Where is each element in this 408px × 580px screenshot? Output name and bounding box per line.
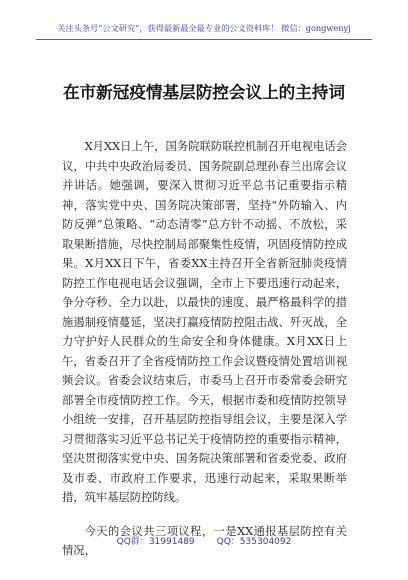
header-note: 关注头条号“公文研究”，获得最新最全最专业的公文资料库！ 微信：gongwenyj [57, 23, 351, 33]
document-body [62, 137, 347, 561]
footer-contacts [0, 534, 408, 547]
document-title: 在市新冠疫情基层防控会议上的主持词 [62, 83, 346, 102]
footer-qq: QQ：535304092 [216, 537, 292, 547]
body-paragraph: X月XX日上午，国务院联防联控机制召开电视电话会议，中共中央政治局委员、国务院副总理孙春兰出席会议并讲话。她强调，要深入贯彻习近平总书记重要指示精神，落实党中央、国务院决策部署，坚持“外防输入、内防反弹”总策略、“动态清零”总方针不动摇、不放松，采取果断措施，尽快控制局部聚集性疫情，巩固疫情防控成果。X月XX日下午，省委XX主持召开全省新冠肺炎疫情防控工作电视电话会议强调，全市上下要迅速行动起来，争分夺秒、全力以赴，以最快的速度、最严格最科学的措施遏制疫情蔓延，坚决打赢疫情防控阻击战、歼灭战，全力守护好人民群众的生命安全和身体健康。X月XX日上午，省委召开了全省疫情防控工作会议暨疫情处置培训视频会议。省委会议结束后，市委马上召开市委常委会研究部署全市疫情防控工作。今天，根据市委和疫情防控领导小组统一安排，召开基层防控指导组会议，主要是深入学习贯彻落实习近平总书记关于疫情防控的重要指示精神，坚决贯彻落实党中央、国务院决策部署和省委党委、政府及市委、市政府工作要求，迅速行动起来，采取果断举措，筑牢基层防控防线。 [62, 140, 347, 504]
body-paragraph: 今天的会议共三项议程，一是XX通报基层防控有关情况， [62, 524, 347, 557]
header-divider [36, 39, 372, 40]
footer-qq-group: QQ群：31991489 [116, 537, 195, 547]
